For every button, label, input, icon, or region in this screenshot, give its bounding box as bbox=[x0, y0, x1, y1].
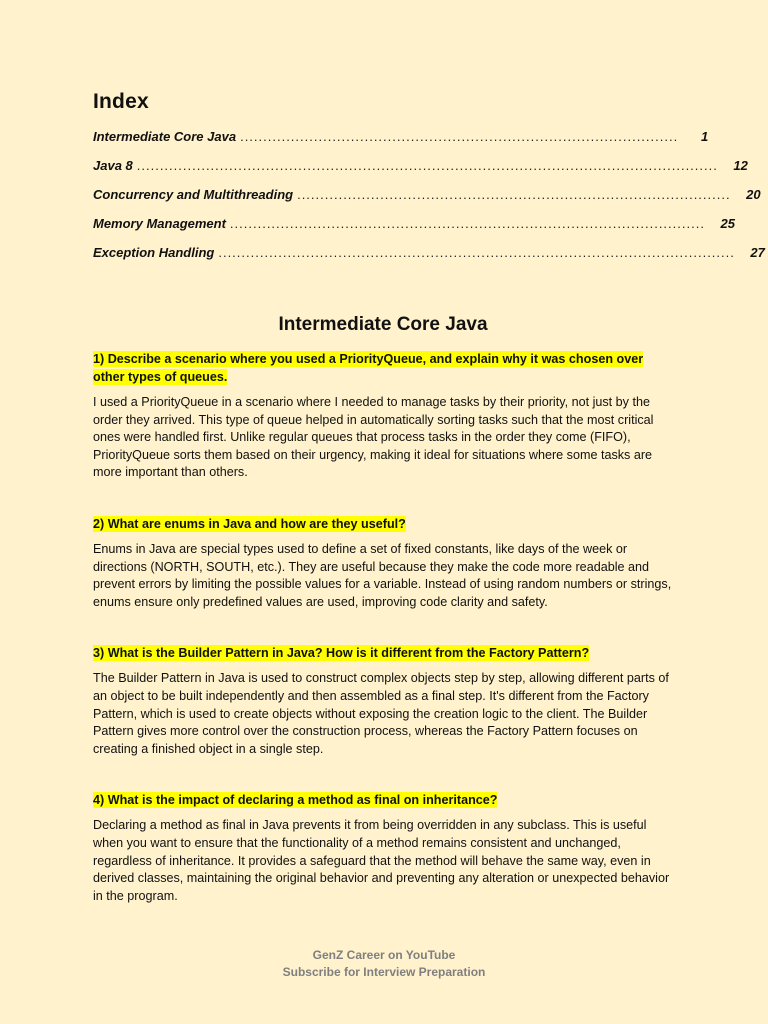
toc-page-number: 20 bbox=[746, 187, 761, 202]
toc-leader-dots: .............................................................................................. bbox=[297, 187, 731, 202]
toc-leader-dots: .............................................................................................................................. bbox=[136, 158, 718, 173]
question-heading bbox=[93, 515, 673, 533]
toc-entry-label: Java 8 bbox=[93, 158, 133, 173]
question-highlight: 3) What is the Builder Pattern in Java? How is it different from the Factory Pattern? bbox=[93, 646, 590, 661]
answer-paragraph: Enums in Java are special types used to define a set of fixed constants, like days of the week or directions (NORTH, SOUTH, etc.). They are useful because they make the code more readable and prevent errors by limiting the possible values for a variable. Instead of using random numbers or strings, enums ensure only predefined values are used, improving code clarity and safety. bbox=[93, 541, 672, 609]
toc-entry-label: Concurrency and Multithreading bbox=[93, 187, 294, 202]
question-highlight: 4) What is the impact of declaring a method as final on inheritance? bbox=[93, 793, 498, 808]
index-title: Index bbox=[93, 90, 149, 113]
answer-paragraph: The Builder Pattern in Java is used to construct complex objects step by step, allowing different parts of an object to be built independently and then assembled as a final step. It's different from the Factory Pattern, which is used to create objects without exposing the creation logic to the client. The Builder Pattern gives more control over the construction process, whereas the Factory Pattern focuses on creating a finished object in a single step. bbox=[93, 671, 669, 756]
page-footer bbox=[0, 947, 768, 981]
question-highlight: 2) What are enums in Java and how are they useful? bbox=[93, 516, 406, 531]
toc-entry-label: Intermediate Core Java bbox=[93, 129, 237, 144]
toc-page-number: 27 bbox=[750, 245, 765, 260]
table-of-contents bbox=[93, 129, 765, 274]
toc-entry-concurrency[interactable] bbox=[93, 187, 761, 216]
qa-item bbox=[93, 791, 673, 905]
footer-channel-line: GenZ Career on YouTube bbox=[312, 948, 456, 962]
toc-leader-dots: ................................................................................................................ bbox=[218, 245, 735, 260]
qa-item bbox=[93, 515, 673, 611]
toc-page-number: 25 bbox=[720, 216, 735, 231]
question-highlight: 1) Describe a scenario where you used a PriorityQueue, and explain why it was chosen over other types of queues. bbox=[93, 352, 644, 384]
section-title: Intermediate Core Java bbox=[278, 314, 488, 335]
qa-item bbox=[93, 350, 673, 482]
question-heading bbox=[93, 644, 673, 662]
answer-paragraph: I used a PriorityQueue in a scenario where I needed to manage tasks by their priority, not just by the order they arrived. This type of queue helped in automatically sorting tasks such that the most critical ones were handled first. Unlike regular queues that process tasks in the order they come (FIFO), PriorityQueue sorts them based on their urgency, making it ideal for situations where some tasks are more important than others. bbox=[93, 395, 654, 480]
toc-entry-memory-management[interactable] bbox=[93, 216, 735, 245]
toc-page-number: 12 bbox=[733, 158, 748, 173]
question-heading bbox=[93, 791, 673, 809]
question-heading bbox=[93, 350, 673, 386]
footer-subscribe-line: Subscribe for Interview Preparation bbox=[282, 965, 486, 979]
toc-entry-label: Memory Management bbox=[93, 216, 226, 231]
toc-leader-dots: ............................................................................................... bbox=[240, 129, 679, 144]
toc-entry-exception-handling[interactable] bbox=[93, 245, 765, 274]
toc-entry-java-8[interactable] bbox=[93, 158, 748, 187]
qa-item bbox=[93, 644, 673, 758]
toc-entry-label: Exception Handling bbox=[93, 245, 215, 260]
question-list bbox=[93, 350, 673, 938]
toc-leader-dots: ....................................................................................................... bbox=[229, 216, 705, 231]
toc-page-number: 1 bbox=[700, 129, 709, 144]
answer-paragraph: Declaring a method as final in Java prevents it from being overridden in any subclass. This is useful when you want to ensure that the functionality of a method remains consistent and unchanged, regardless of inheritance. It provides a safeguard that the method will behave the same way, even in derived classes, maintaining the original behavior and preventing any alteration or unexpected behavior in the program. bbox=[93, 818, 670, 903]
toc-entry-intermediate-core-java[interactable] bbox=[93, 129, 709, 158]
